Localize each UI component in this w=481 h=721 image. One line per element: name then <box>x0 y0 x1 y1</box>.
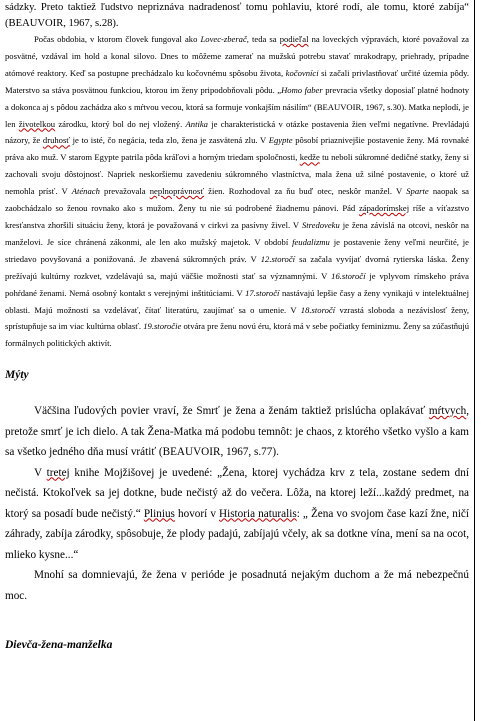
paragraph-mojzis: V tretej knihe Mojžišovej je uvedené: „Žena, ktorej vychádza krv z tela, zostane sedem dní nečistá. Ktokoľvek sa jej dotkne, bude nečistý až do večera. Lôža, na ktorej leží...každý predmet, na ktorý sa posadí bude nečistý.“ Plinius hovorí v Historia naturalis: „ Žena vo svojom čase kazí žne, ničí záhrady, zabíja zárodky, spôsobuje, že plody padajú, zabíjajú včely, ak sa dotkne vína, mení sa na ocot, mlieko kysne...“ <box>5 466 469 561</box>
spellcheck-word: podieľal <box>279 34 309 44</box>
italic-term: 16.storočí <box>331 270 366 281</box>
italic-term: Sparte <box>406 186 429 197</box>
spellcheck-word: Plinius <box>143 507 175 520</box>
heading-dievca-zena-manzelka: Dievča-žena-manželka <box>5 639 113 652</box>
paragraph-povery: Väčšina ľudových povier vraví, že Smrť je žena a ženám taktiež prislúcha oplakávať mŕtvych, pretože smrť je ich dielo. A tak Žena-Matka má podobu temnôt: je chaos, z ktorého všetko vyšlo a kam sa všetko jedného dňa musí vrátiť (BEAUVOIR, 1967, s.77). <box>5 405 469 459</box>
spellcheck-word: západorímskej <box>359 203 410 214</box>
italic-term: Lovec-zberač <box>200 34 247 44</box>
italic-term: 17.storočí <box>245 287 280 298</box>
italic-term: Homo faber <box>281 84 323 95</box>
spellcheck-word: neplnoprávnosť <box>149 186 204 197</box>
page-right-border <box>474 0 475 721</box>
italic-term: Stredoveku <box>301 219 340 230</box>
spellcheck-word: kedže <box>299 152 320 163</box>
spellcheck-word: mŕtvych <box>428 405 467 418</box>
italic-term: 19.storočie <box>143 321 182 332</box>
italic-term: Egypte <box>268 135 293 146</box>
italic-term: Aténach <box>71 186 100 197</box>
italic-term: Antika <box>185 118 208 129</box>
spellcheck-word: tretej <box>46 466 70 479</box>
paragraph-perioda: Mnohí sa domnievajú, že žena v perióde je posadnutá nejakým duchom a že má nebezpečnú moc. <box>5 569 469 602</box>
spellcheck-word: životelkou <box>18 118 56 129</box>
spellcheck-word: druhosť <box>42 135 70 146</box>
paragraph-sadzky: sádzky. Preto taktiež ľudstvo nepriznáva nadradenosť tomu pohlaviu, ktoré rodí, ale tomu, ktoré zabíja“ (BEAUVOIR, 1967, s.28). <box>5 2 469 29</box>
heading-myty: Mýty <box>5 369 29 382</box>
document-content <box>5 0 469 651</box>
italic-term: 12.storočí <box>260 253 296 264</box>
spellcheck-word: Historia naturalis <box>219 507 297 520</box>
italic-term: kočovníci <box>285 67 319 78</box>
italic-term: feudalizmu <box>292 236 330 247</box>
paragraph-history: Počas obdobia, v ktorom človek fungoval ako Lovec-zberač, teda sa podieľal na loveckých výpravách, ktoré považoval za posvätné, vzdával im hold a konal silovo. Dnes to môžeme zamerať na mužskú potrebu stavať mrakodrapy, priehrady, prípadne atómové reaktory. Keď sa postupne prechádzalo ku kočovnému spôsobu života, kočovníci si začali privlastňovať určité územia pôdy. Materstvo sa stáva posvätnou funkciou, ktorou im ženy pripodobňovali pôdu. „Homo faber prevracia všetky doposiaľ platné hodnoty a dokonca aj s pôdou zachádza ako s mŕtvou vecou, ktorá sa formuje vonkajším násilím“ (BEAUVOIR, 1967, s.30). Matka neplodí, je len životelkou zárodku, ktorý bol do nej vložený. Antika je charakteristická v otázke postavenia žien veľmi negatívne. Prevládajú názory, že druhosť je to isté, čo negácia, teda zlo, žena je zasvätená zlu. V Egypte pôsobí priaznivejšie postavenie ženy. Má rovnaké práva ako muž. V starom Egypte patrila pôda kráľovi a horným triedam spoločnosti, kedže tu neboli súkromné dedičné statky, ženy si zachovali svoju dôstojnosť. Napriek neskoršiemu zavedeniu súkromného vlastníctva, mala žena už silné postavenie, o ktoré už nemohla prísť. V Aténach prevažovala neplnoprávnosť žien. Rozhodoval za ňu buď otec, neskôr manžel. V Sparte naopak sa zaobchádzalo so ženou rovnako ako s mužom. Ženy tu nie sú podrobené žiadnemu pánovi. Pád západorímskej ríše a víťazstvo kresťanstva zhoršili situáciu ženy, ktorá je považovaná v cirkvi za pasívny živel. V Stredoveku je žena závislá na otcovi, neskôr na manželovi. Je síce chránená zákonmi, ale len ako mužský majetok. V období feudalizmu je postavenie ženy veľmi neurčité, je striedavo povyšovaná a ponižovaná. Je zbavená súkromných práv. V 12.storočí sa začala vyvíjať dvorná rytierska láska. Ženy prežívajú kultúrny rozkvet, vzdelávajú sa, majú väčšie možnosti stať sa významnými. V 16.storočí je vplyvom rímskeho práva pohŕdané ženami. Nemá osobný kontakt s verejnými inštitúciami. V 17.storočí nastávajú lepšie časy a ženy vynikajú v intelektuálnej oblasti. Majú možnosti sa vzdelávať, čítať literatúru, zaujímať sa o umenie. V 18.storočí vzrastá sloboda a nezávislosť ženy, sprístupňuje sa im viac kultúrna oblasť. 19.storočie otvára pre ženu novú éru, ktorá má v sebe počiatky feminizmu. Ženy sa zúčastňujú formálnych politických aktivít. <box>5 34 470 349</box>
italic-term: 18.storočí <box>300 304 336 315</box>
